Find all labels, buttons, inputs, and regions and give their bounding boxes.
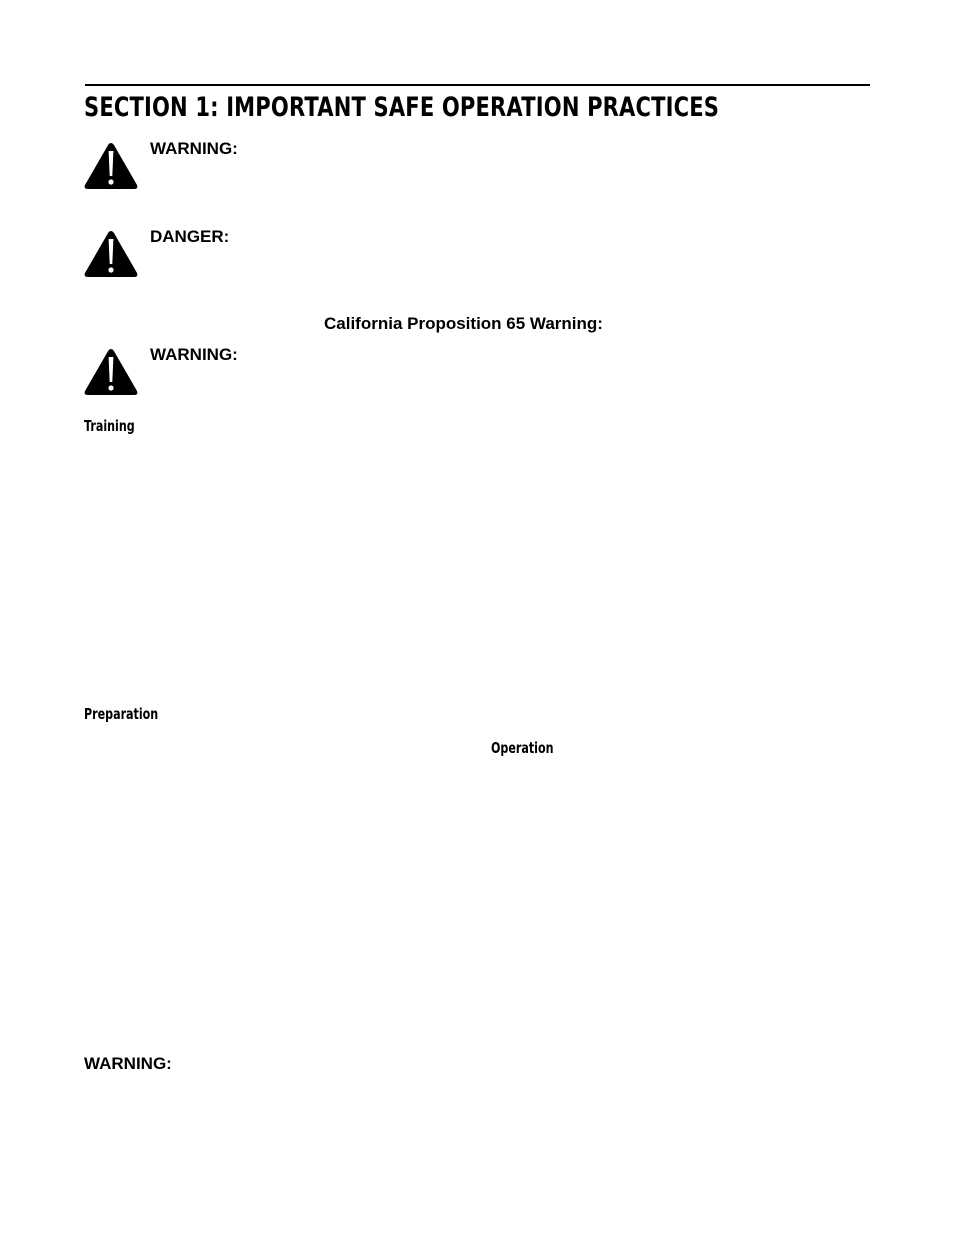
warning-label: WARNING: — [84, 1054, 172, 1073]
warning-label: WARNING: — [150, 345, 238, 364]
subsection-preparation: Preparation — [84, 705, 159, 723]
top-rule — [85, 84, 870, 86]
prop65-heading: California Proposition 65 Warning: — [324, 314, 603, 333]
section-title: SECTION 1: IMPORTANT SAFE OPERATION PRACTICES — [84, 92, 720, 123]
danger-label: DANGER: — [150, 227, 230, 246]
warning-triangle-icon — [83, 142, 139, 190]
subsection-operation: Operation — [491, 739, 554, 757]
danger-triangle-icon — [83, 230, 139, 278]
subsection-training: Training — [84, 417, 135, 435]
warning-triangle-icon — [83, 348, 139, 396]
warning-label: WARNING: — [150, 139, 238, 158]
